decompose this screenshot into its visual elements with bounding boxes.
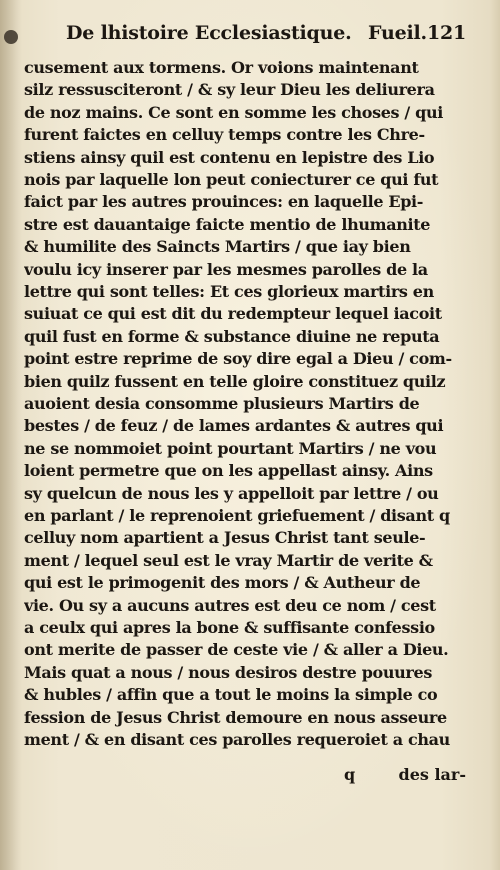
text-line: quil fust en forme & substance diuine ne reputa <box>24 326 440 346</box>
running-head <box>66 22 466 50</box>
text-line: ment / & en disant ces parolles requeroiet a chau <box>24 730 450 749</box>
running-title: De lhistoire Ecclesiastique. <box>66 22 352 44</box>
text-line: suiuat ce qui est dit du redempteur lequel iacoit <box>24 304 442 324</box>
binding-hole-mark <box>4 30 18 44</box>
text-line: ne se nommoiet point pourtant Martirs / ne vou <box>24 438 437 458</box>
text-line: faict par les autres prouinces: en laquelle Epi- <box>24 192 424 212</box>
text-line: ont merite de passer de ceste vie / & aller a Dieu. <box>24 640 449 660</box>
text-line: & hubles / affin que a tout le moins la simple co <box>24 685 438 705</box>
signature-mark: q <box>344 765 356 784</box>
page-footer <box>24 763 466 787</box>
text-line: & humilite des Saincts Martirs / que iay bien <box>24 237 411 257</box>
text-line: bien quilz fussent en telle gloire constituez quilz <box>24 371 446 391</box>
text-line: furent faictes en celluy temps contre les Chre- <box>24 125 425 145</box>
text-line: ment / lequel seul est le vray Martir de verite & <box>24 550 433 570</box>
text-line: qui est le primogenit des mors / & Autheur de <box>24 573 421 593</box>
text-line: nois par laquelle lon peut coniecturer ce qui fut <box>24 170 439 189</box>
text-line: lettre qui sont telles: Et ces glorieux martirs en <box>24 282 434 301</box>
text-line: auoient desia consomme plusieurs Martirs de <box>24 394 420 413</box>
text-line: Mais quat a nous / nous desiros destre pouures <box>24 662 432 682</box>
text-line: de noz mains. Ce sont en somme les choses / qui <box>24 102 443 122</box>
folio-number: Fueil.121 <box>368 22 466 44</box>
text-line: en parlant / le reprenoient griefuement / disant q <box>24 506 450 525</box>
text-line: stiens ainsy quil est contenu en lepistre des Lio <box>24 147 435 167</box>
text-line: point estre reprime de soy dire egal a Dieu / com- <box>24 349 452 369</box>
text-line: vie. Ou sy a aucuns autres est deu ce nom / cest <box>24 595 436 615</box>
text-line: loient permetre que on les appellast ainsy. Ains <box>24 461 433 481</box>
text-line: bestes / de feuz / de lames ardantes & autres qui <box>24 416 444 436</box>
text-line: silz ressusciteront / & sy leur Dieu les deliurera <box>24 80 435 100</box>
gutter-shadow <box>0 0 22 870</box>
catchword: des lar- <box>398 765 466 784</box>
text-line: stre est dauantaige faicte mentio de lhumanite <box>24 214 431 234</box>
text-line: celluy nom apartient a Jesus Christ tant seule- <box>24 528 426 548</box>
text-line: a ceulx qui apres la bone & suffisante confessio <box>24 618 435 637</box>
text-line: voulu icy inserer par les mesmes parolles de la <box>24 259 428 279</box>
text-line: sy quelcun de nous les y appelloit par lettre / ou <box>24 483 439 503</box>
text-line: fession de Jesus Christ demoure en nous asseure <box>24 707 447 727</box>
text-line: cusement aux tormens. Or voions maintenant <box>24 58 419 77</box>
